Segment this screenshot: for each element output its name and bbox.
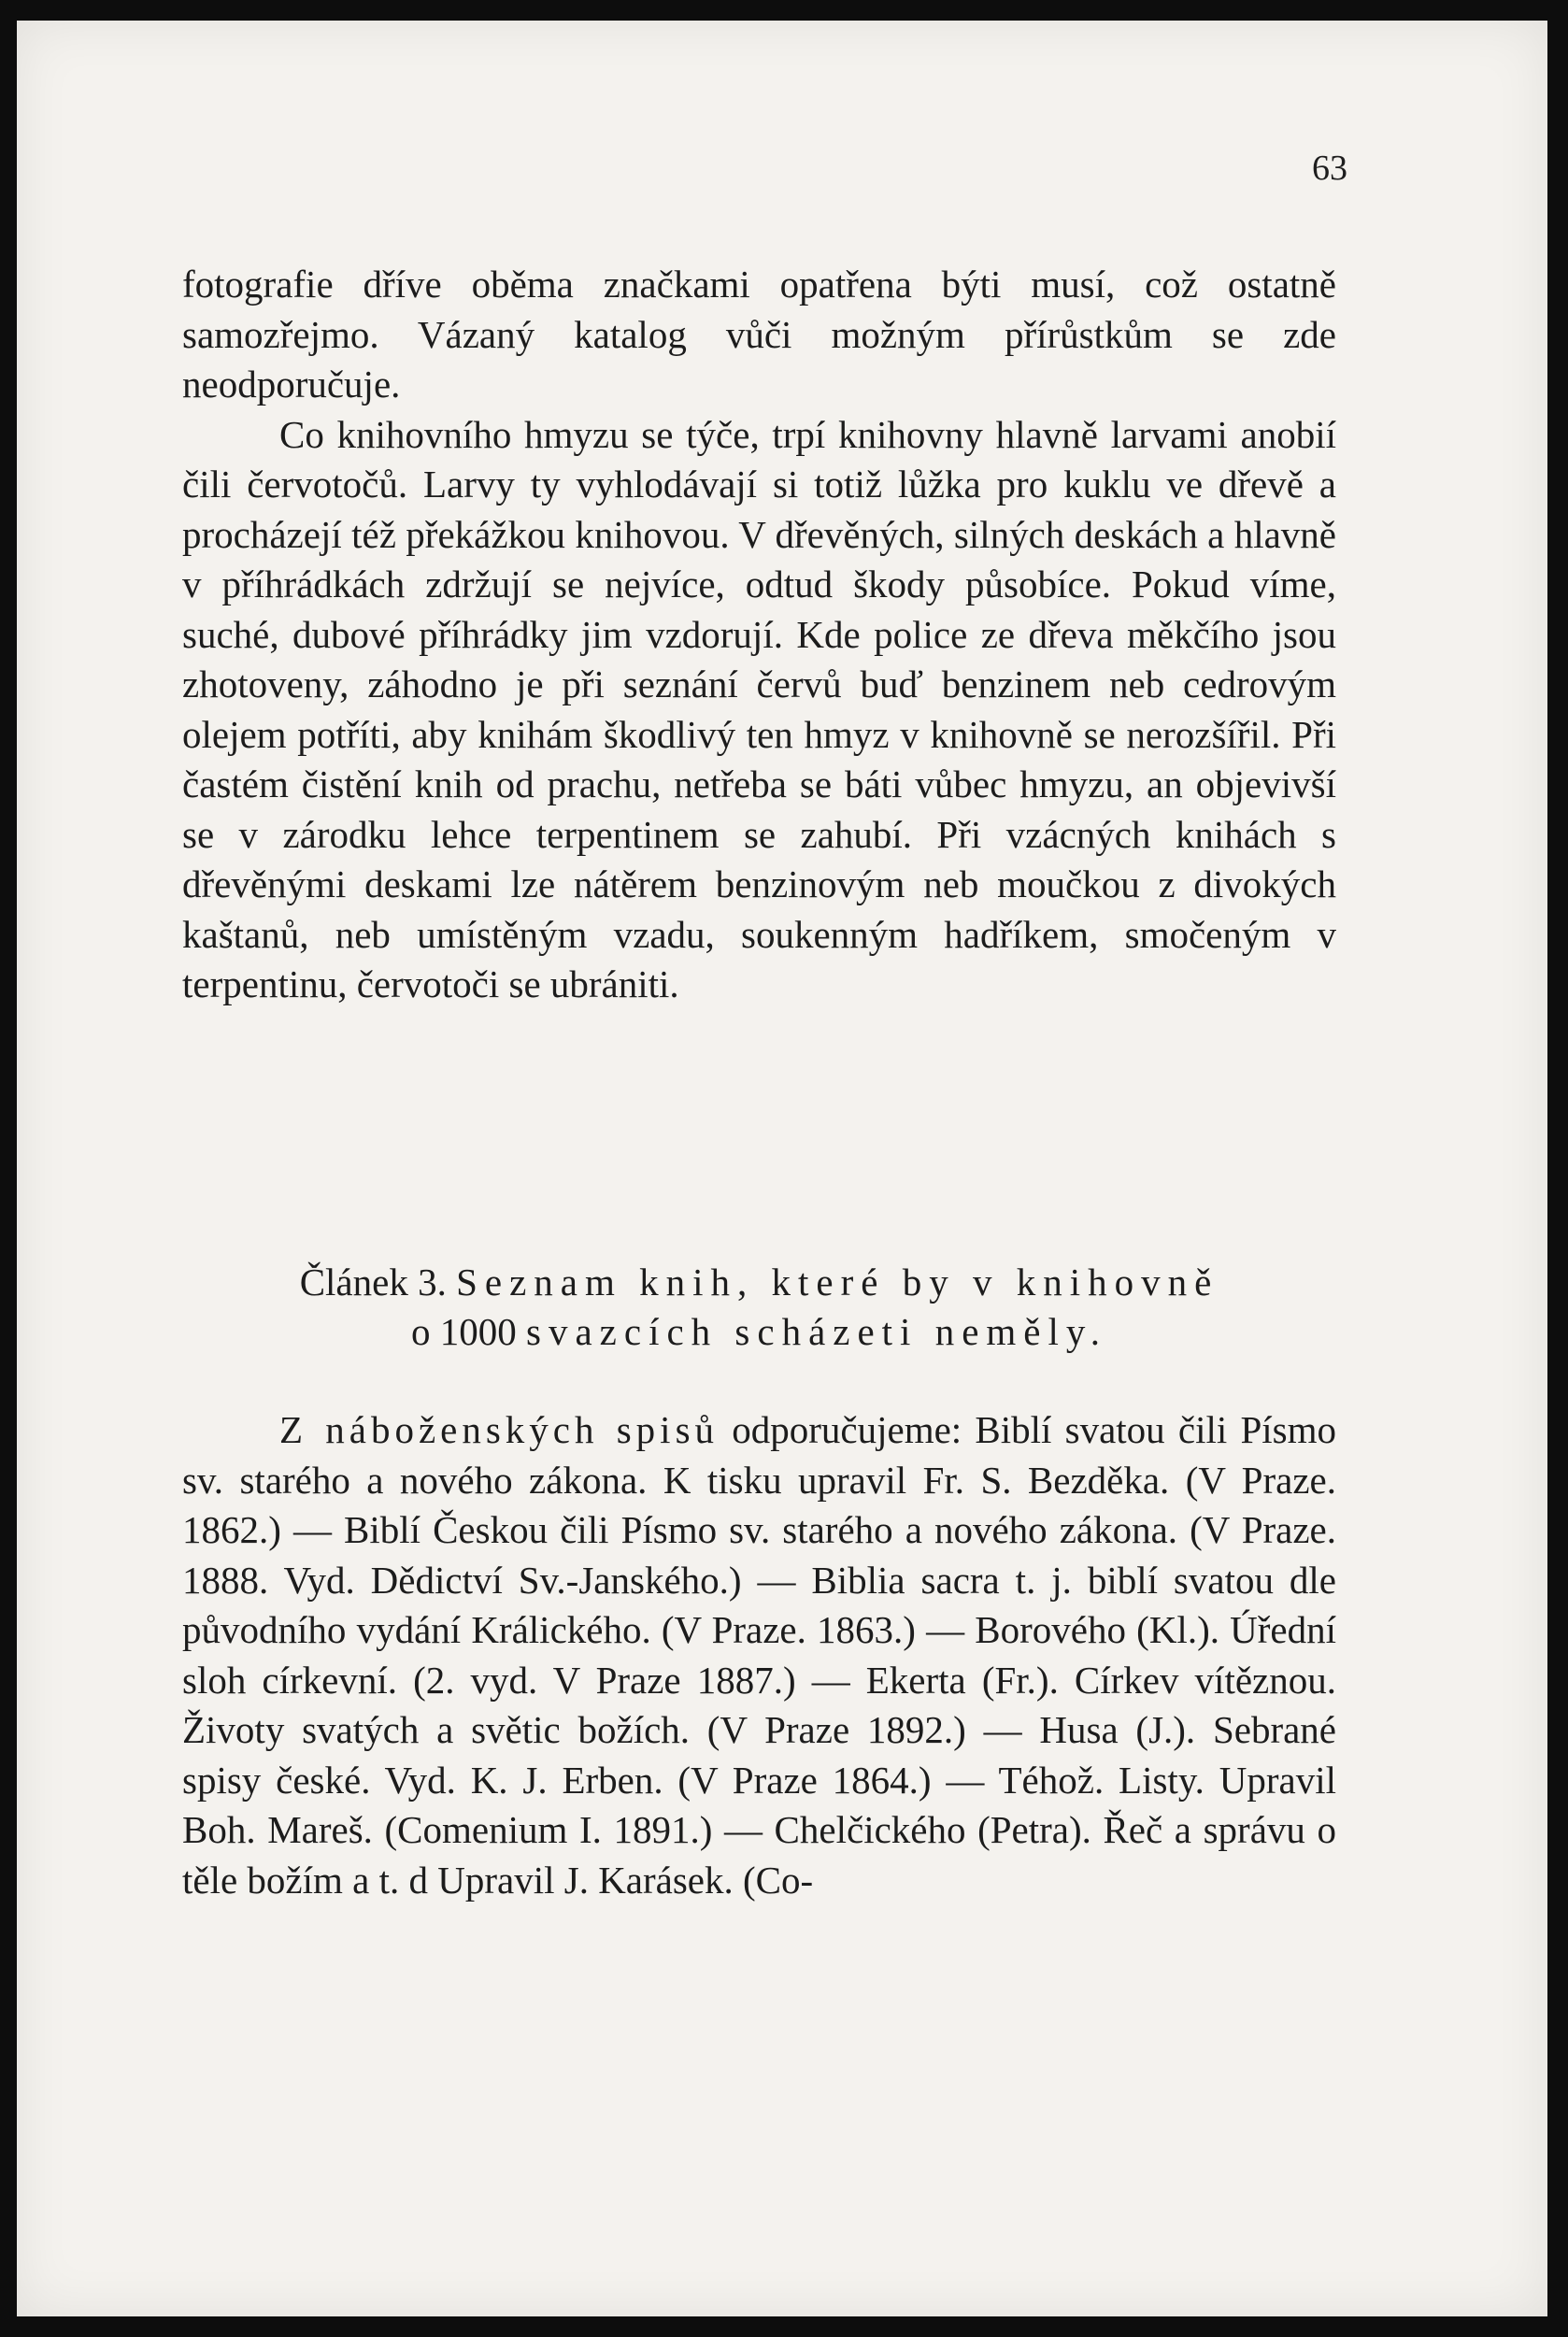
heading-count: o 1000 <box>411 1310 517 1353</box>
lower-text <box>182 1405 1336 1905</box>
heading-line-1 <box>182 1258 1336 1307</box>
paragraph-body: odporučujeme: Biblí svatou čili Písmo sv. starého a nového zákona. K tisku upravil Fr. S. Bezděka. (V Praze. 1862.) — Biblí Českou čili Písmo sv. starého a nového zákona. (V Praze. 1888. Vyd. Dědictví Sv.-Janského.) — Biblia sacra t. j. biblí svatou dle původního vydání Králického. (V Praze. 1863.) — Borového (Kl.). Úřední sloh církevní. (2. vyd. V Praze 1887.) — Ekerta (Fr.). Církev vítěznou. Životy svatých a světic božích. (V Praze 1892.) — Husa (J.). Sebrané spisy české. Vyd. K. J. Erben. (V Praze 1864.) — Téhož. Listy. Upravil Boh. Mareš. (Comenium I. 1891.) — Chelčického (Petra). Řeč a správu o těle božím a t. d Upravil J. Karásek. (Co- <box>182 1408 1337 1902</box>
scan-border-top <box>0 0 1568 21</box>
scan-border-left <box>0 0 17 2337</box>
scan-border-bottom <box>0 2316 1568 2337</box>
heading-title-spaced-2: svazcích scházeti neměly. <box>526 1310 1107 1353</box>
paragraph-continuation: fotografie dříve oběma značkami opatřena býti musí, což ostatně samozřejmo. Vázaný katalog vůči možným přírůstkům se zde neodporučuje. <box>182 263 1336 406</box>
paragraph-lead: Z náboženských spisů <box>279 1408 720 1451</box>
paragraph-insects: Co knihovního hmyzu se týče, trpí knihovny hlavně larvami anobií čili červotočů. Larvy ty vyhlodávají si totiž lůžka pro kuklu ve dřevě a procházejí též překážkou knihovou. V dřevěných, silných deskách a hlavně v příhrádkách zdržují se nejvíce, odtud škody působíce. Pokud víme, suché, dubové příhrádky jim vzdorují. Kde police ze dřeva měkčího jsou zhotoveny, záhodno je při seznání červů buď benzinem neb cedrovým olejem potříti, aby knihám škodlivý ten hmyz v knihovně se nerozšířil. Při častém čistění knih od prachu, netřeba se báti vůbec hmyzu, an objevivší se v zárodku lehce terpentinem se zahubí. Při vzácných knihách s dřevěnými deskami lze nátěrem benzinovým neb moučkou z divokých kaštanů, neb umístěným vzadu, soukenným hadříkem, smočeným v terpentinu, červotoči se ubrániti. <box>182 412 1336 1005</box>
heading-title-spaced: Seznam knih, které by v knihovně <box>456 1261 1219 1304</box>
paragraph-religious-books <box>182 1405 1336 1905</box>
section-heading <box>182 1258 1336 1357</box>
heading-prefix: Článek 3. <box>299 1261 447 1304</box>
heading-line-2 <box>182 1307 1336 1357</box>
scan-border-right <box>1547 0 1568 2337</box>
upper-text <box>182 260 1336 1010</box>
page-number: 63 <box>1312 149 1347 188</box>
